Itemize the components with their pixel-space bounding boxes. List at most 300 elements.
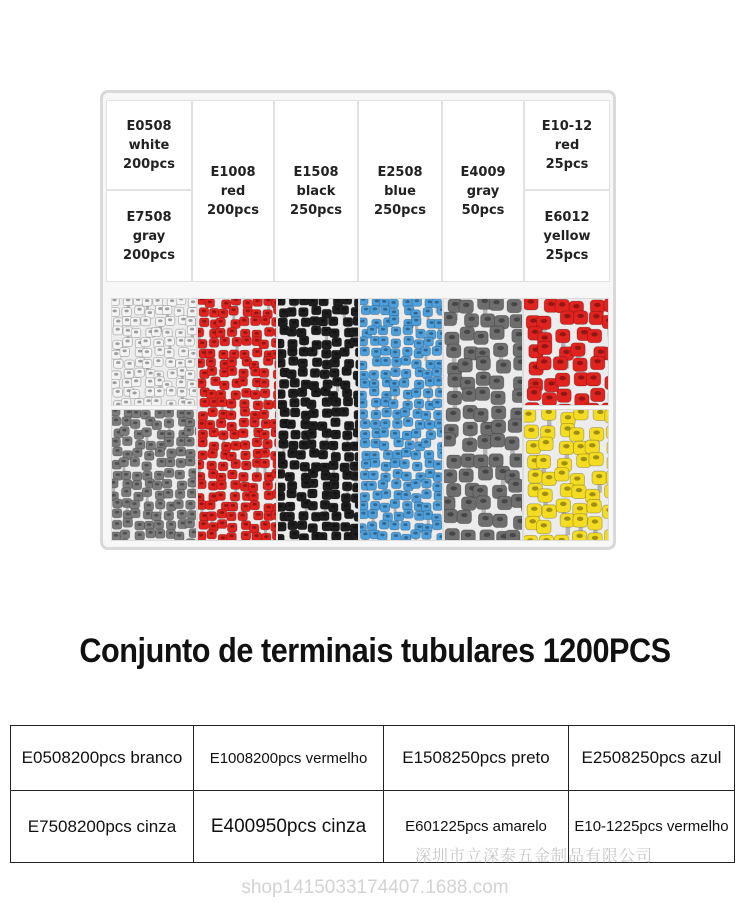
ferrule-hole — [501, 499, 507, 503]
ferrule-hole — [391, 301, 395, 304]
ferrule-hole — [528, 428, 534, 432]
ferrule-hole — [292, 321, 296, 324]
ferrule-hole — [384, 400, 388, 403]
ferrule-hole — [406, 328, 410, 331]
ferrule-hole — [407, 308, 411, 311]
ferrule-hole — [436, 475, 440, 478]
ferrule-hole — [497, 346, 503, 350]
ferrule-hole — [300, 523, 304, 526]
ferrule-hole — [219, 392, 223, 395]
ferrule-hole — [201, 432, 205, 435]
compartment-darkgray — [443, 298, 523, 541]
ferrule-hole — [179, 449, 183, 452]
ferrule-hole — [334, 514, 338, 517]
ferrule-hole — [528, 299, 534, 303]
ferrule-hole — [541, 335, 547, 339]
ferrule-hole — [181, 419, 185, 422]
table-cell: E0508200pcs branco — [11, 726, 194, 791]
ferrule-hole — [262, 381, 266, 384]
ferrule-hole — [529, 519, 535, 523]
ferrule-hole — [188, 521, 192, 524]
ferrule-hole — [560, 502, 566, 506]
ferrule-hole — [266, 483, 270, 486]
ferrule-hole — [593, 314, 599, 318]
ferrule-hole — [190, 310, 194, 313]
table-cell: E10-1225pcs vermelho — [569, 791, 735, 863]
ferrule-hole — [125, 381, 129, 384]
ferrule-pile — [524, 299, 608, 405]
ferrule-hole — [372, 389, 376, 392]
ferrule-hole — [255, 380, 259, 383]
ferrule-hole — [229, 401, 233, 404]
ferrule-hole — [267, 474, 271, 477]
ferrule-hole — [154, 399, 158, 402]
ferrule-hole — [148, 531, 152, 534]
ferrule-hole — [515, 411, 521, 415]
ferrule-hole — [116, 473, 120, 476]
ferrule-hole — [301, 309, 305, 312]
ferrule-hole — [229, 413, 233, 416]
ferrule-hole — [279, 524, 283, 527]
ferrule-hole — [254, 534, 258, 537]
ferrule-hole — [188, 372, 192, 375]
ferrule-hole — [541, 319, 547, 323]
ferrule-hole — [363, 432, 367, 435]
ferrule-hole — [243, 453, 247, 456]
ferrule-hole — [222, 383, 226, 386]
ferrule-collar — [585, 403, 599, 405]
ferrule-hole — [374, 441, 378, 444]
ferrule-hole — [436, 463, 440, 466]
ferrule-hole — [325, 311, 329, 314]
ferrule-hole — [561, 392, 567, 396]
ferrule-hole — [157, 522, 161, 525]
ferrule-hole — [577, 444, 583, 448]
table-cell: E601225pcs amarelo — [384, 791, 569, 863]
ferrule-hole — [311, 423, 315, 426]
ferrule-hole — [394, 534, 398, 537]
ferrule-hole — [591, 332, 597, 336]
ferrule-hole — [138, 442, 142, 445]
ferrule-hole — [480, 359, 486, 363]
ferrule-hole — [563, 350, 569, 354]
ferrule-hole — [281, 461, 285, 464]
ferrule-hole — [211, 410, 215, 413]
ferrule-hole — [405, 349, 409, 352]
ferrule-hole — [230, 330, 234, 333]
ferrule-hole — [373, 307, 377, 310]
ferrule-hole — [288, 474, 292, 477]
ferrule-hole — [468, 317, 474, 321]
ferrule-hole — [299, 330, 303, 333]
ferrule-hole — [242, 420, 246, 423]
ferrule-hole — [363, 532, 367, 535]
ferrule-collar — [274, 328, 276, 337]
ferrule-hole — [231, 308, 235, 311]
ferrule-hole — [304, 320, 308, 323]
ferrule-hole — [417, 401, 421, 404]
ferrule-hole — [372, 382, 376, 385]
ferrule-hole — [393, 389, 397, 392]
ferrule-hole — [114, 534, 118, 537]
ferrule-hole — [255, 460, 259, 463]
box-label-e10-12: E10-12 red 25pcs — [524, 100, 610, 190]
ferrule-collar — [355, 420, 358, 429]
ferrule-hole — [381, 328, 385, 331]
ferrule-hole — [564, 516, 570, 520]
ferrule-hole — [301, 361, 305, 364]
ferrule-hole — [559, 302, 565, 306]
compartment-gray — [111, 409, 197, 541]
ferrule-hole — [464, 380, 470, 384]
ferrule-hole — [417, 504, 421, 507]
ferrule-hole — [405, 403, 409, 406]
ferrule-hole — [165, 383, 169, 386]
ferrule-hole — [282, 310, 286, 313]
ferrule-hole — [169, 451, 173, 454]
ferrule-hole — [370, 328, 374, 331]
ferrule-hole — [241, 379, 245, 382]
ferrule-hole — [160, 432, 164, 435]
ferrule-collar — [605, 376, 608, 390]
ferrule-hole — [288, 504, 292, 507]
ferrule-hole — [314, 308, 318, 311]
ferrule-hole — [593, 430, 599, 434]
ferrule-hole — [253, 369, 257, 372]
ferrule-hole — [262, 342, 266, 345]
ferrule-collar — [605, 347, 608, 361]
ferrule-hole — [345, 444, 349, 447]
ferrule-hole — [169, 532, 173, 535]
ferrule-hole — [125, 500, 129, 503]
ferrule-hole — [138, 360, 142, 363]
ferrule-hole — [293, 432, 297, 435]
ferrule-hole — [413, 481, 417, 484]
ferrule-hole — [579, 396, 585, 400]
ferrule-hole — [576, 534, 582, 538]
ferrule-hole — [212, 340, 216, 343]
ferrule-hole — [200, 341, 204, 344]
ferrule-hole — [577, 361, 583, 365]
ferrule-hole — [282, 381, 286, 384]
ferrule-collar — [273, 489, 276, 498]
ferrule-hole — [303, 464, 307, 467]
ferrule-hole — [509, 473, 515, 477]
ferrule-hole — [115, 342, 119, 345]
ferrule-hole — [127, 362, 131, 365]
ferrule-hole — [406, 484, 410, 487]
ferrule-hole — [278, 471, 282, 474]
ferrule-hole — [564, 486, 570, 490]
ferrule-hole — [299, 494, 303, 497]
ferrule-hole — [281, 433, 285, 436]
ferrule-hole — [220, 511, 224, 514]
ferrule-hole — [593, 455, 599, 459]
ferrule-hole — [124, 419, 128, 422]
ferrule-hole — [402, 380, 406, 383]
ferrule-hole — [466, 441, 472, 445]
box-label-e7508: E7508 gray 200pcs — [106, 190, 192, 282]
ferrule-hole — [332, 370, 336, 373]
ferrule-hole — [192, 531, 196, 534]
ferrule-hole — [354, 495, 358, 498]
ferrule-hole — [559, 470, 565, 474]
ferrule-hole — [114, 352, 118, 355]
ferrule-hole — [165, 331, 169, 334]
box-label-e2508: E2508 blue 250pcs — [358, 100, 442, 282]
ferrule-hole — [267, 513, 271, 516]
ferrule-hole — [311, 471, 315, 474]
ferrule-hole — [334, 352, 338, 355]
ferrule-hole — [391, 401, 395, 404]
ferrule-hole — [241, 431, 245, 434]
ferrule-hole — [115, 501, 119, 504]
ferrule-hole — [463, 472, 469, 476]
ferrule-hole — [525, 412, 531, 416]
ferrule-hole — [345, 433, 349, 436]
ferrule-collar — [602, 505, 608, 519]
ferrule-hole — [353, 526, 357, 529]
ferrule-hole — [146, 512, 150, 515]
ferrule-hole — [332, 331, 336, 334]
ferrule-hole — [467, 425, 473, 429]
ferrule-hole — [278, 485, 282, 488]
ferrule-hole — [312, 318, 316, 321]
ferrule-hole — [190, 480, 194, 483]
ferrule-hole — [394, 341, 398, 344]
ferrule-hole — [592, 519, 598, 523]
ferrule-hole — [344, 504, 348, 507]
ferrule-hole — [546, 395, 552, 399]
ferrule-hole — [180, 483, 184, 486]
ferrule-hole — [244, 463, 248, 466]
ferrule-hole — [123, 532, 127, 535]
ferrule-hole — [346, 399, 350, 402]
ferrule-hole — [211, 524, 215, 527]
ferrule-hole — [292, 400, 296, 403]
ferrule-hole — [546, 475, 552, 479]
ferrule-hole — [230, 525, 234, 528]
ferrule-hole — [241, 474, 245, 477]
ferrule-hole — [125, 318, 129, 321]
ferrule-hole — [278, 494, 282, 497]
ferrule-hole — [510, 533, 516, 537]
ferrule-hole — [465, 533, 471, 537]
ferrule-hole — [235, 339, 239, 342]
ferrule-hole — [397, 492, 401, 495]
ferrule-hole — [424, 413, 428, 416]
ferrule-hole — [315, 342, 319, 345]
ferrule-hole — [463, 303, 469, 307]
box-label-e1008: E1008 red 200pcs — [192, 100, 274, 282]
ferrule-hole — [303, 422, 307, 425]
ferrule-hole — [346, 319, 350, 322]
ferrule-pile — [112, 410, 196, 540]
ferrule-hole — [322, 443, 326, 446]
ferrule-hole — [312, 383, 316, 386]
table-cell: E7508200pcs cinza — [11, 791, 194, 863]
ferrule-hole — [395, 421, 399, 424]
ferrule-hole — [574, 476, 580, 480]
ferrule-hole — [208, 503, 212, 506]
ferrule-hole — [190, 382, 194, 385]
ferrule-hole — [137, 370, 141, 373]
ferrule-hole — [116, 361, 120, 364]
ferrule-hole — [406, 392, 410, 395]
ferrule-hole — [167, 440, 171, 443]
ferrule-hole — [513, 482, 519, 486]
ferrule-hole — [293, 380, 297, 383]
ferrule-hole — [242, 352, 246, 355]
ferrule-pile — [524, 410, 608, 540]
ferrule-hole — [202, 400, 206, 403]
ferrule-hole — [177, 309, 181, 312]
ferrule-collar — [195, 427, 196, 436]
ferrule-hole — [267, 353, 271, 356]
ferrule-hole — [244, 390, 248, 393]
ferrule-hole — [309, 402, 313, 405]
ferrule-hole — [302, 535, 306, 538]
ferrule-hole — [156, 359, 160, 362]
ferrule-hole — [149, 443, 153, 446]
ferrule-hole — [234, 461, 238, 464]
ferrule-hole — [145, 299, 149, 302]
ferrule-hole — [202, 310, 206, 313]
ferrule-hole — [145, 490, 149, 493]
ferrule-hole — [417, 513, 421, 516]
ferrule-hole — [336, 299, 340, 302]
ferrule-hole — [113, 309, 117, 312]
ferrule-hole — [375, 299, 379, 302]
ferrule-hole — [380, 533, 384, 536]
ferrule-hole — [158, 493, 162, 496]
ferrule-hole — [262, 412, 266, 415]
ferrule-hole — [345, 484, 349, 487]
ferrule-hole — [263, 318, 267, 321]
watermark-url: shop1415033174407.1688.com — [241, 877, 509, 898]
ferrule-hole — [133, 511, 137, 514]
ferrule-hole — [414, 431, 418, 434]
ferrule-hole — [242, 319, 246, 322]
ferrule-hole — [334, 400, 338, 403]
ferrule-hole — [395, 412, 399, 415]
ferrule-hole — [465, 457, 471, 461]
ferrule-hole — [385, 380, 389, 383]
ferrule-hole — [148, 311, 152, 314]
ferrule-hole — [477, 488, 483, 492]
ferrule-hole — [124, 401, 128, 404]
ferrule-hole — [310, 349, 314, 352]
ferrule-hole — [449, 335, 455, 339]
ferrule-hole — [514, 457, 520, 461]
ferrule-hole — [577, 314, 583, 318]
ferrule-hole — [262, 432, 266, 435]
ferrule-hole — [347, 512, 351, 515]
ferrule-hole — [418, 370, 422, 373]
ferrule-hole — [325, 382, 329, 385]
ferrule-hole — [125, 482, 129, 485]
ferrule-hole — [169, 523, 173, 526]
ferrule-hole — [384, 348, 388, 351]
ferrule-hole — [573, 304, 579, 308]
ferrule-hole — [384, 410, 388, 413]
ferrule-hole — [232, 352, 236, 355]
ferrule-hole — [136, 494, 140, 497]
ferrule-hole — [324, 473, 328, 476]
ferrule-hole — [144, 430, 148, 433]
ferrule-hole — [407, 338, 411, 341]
ferrule-hole — [278, 391, 282, 394]
ferrule-hole — [540, 458, 546, 462]
ferrule-hole — [393, 461, 397, 464]
ferrule-hole — [166, 491, 170, 494]
ferrule-hole — [374, 400, 378, 403]
ferrule-hole — [418, 422, 422, 425]
ferrule-hole — [115, 522, 119, 525]
ferrule-collar — [273, 460, 276, 469]
ferrule-hole — [246, 301, 250, 304]
ferrule-hole — [157, 379, 161, 382]
ferrule-hole — [462, 361, 468, 365]
ferrule-hole — [134, 411, 138, 414]
ferrule-hole — [211, 495, 215, 498]
table-cell: E1508250pcs preto — [384, 726, 569, 791]
ferrule-collar — [557, 404, 571, 405]
ferrule-hole — [190, 328, 194, 331]
ferrule-collar — [273, 400, 276, 409]
ferrule-hole — [122, 349, 126, 352]
ferrule-collar — [272, 531, 276, 540]
ferrule-hole — [133, 319, 137, 322]
compartment-blue — [359, 298, 443, 541]
ferrule-hole — [255, 350, 259, 353]
ferrule-hole — [176, 502, 180, 505]
ferrule-hole — [187, 401, 191, 404]
ferrule-hole — [266, 506, 270, 509]
ferrule-hole — [280, 402, 284, 405]
ferrule-hole — [493, 457, 499, 461]
ferrule-hole — [466, 391, 472, 395]
ferrule-hole — [342, 349, 346, 352]
ferrule-hole — [304, 475, 308, 478]
ferrule-hole — [435, 301, 439, 304]
ferrule-hole — [581, 457, 587, 461]
ferrule-hole — [343, 465, 347, 468]
ferrule-pile — [198, 299, 276, 540]
ferrule-collar — [275, 438, 276, 447]
ferrule-hole — [597, 410, 603, 414]
ferrule-hole — [191, 471, 195, 474]
ferrule-hole — [333, 360, 337, 363]
ferrule-hole — [290, 483, 294, 486]
ferrule-hole — [452, 302, 458, 306]
ferrule-hole — [208, 422, 212, 425]
ferrule-hole — [244, 338, 248, 341]
ferrule-hole — [417, 342, 421, 345]
ferrule-hole — [125, 439, 129, 442]
ferrule-hole — [373, 338, 377, 341]
ferrule-collar — [356, 377, 358, 386]
ferrule-hole — [200, 453, 204, 456]
ferrule-hole — [494, 436, 500, 440]
ferrule-hole — [418, 475, 422, 478]
ferrule-hole — [589, 443, 595, 447]
ferrule-hole — [478, 334, 484, 338]
compartment-black — [277, 298, 359, 541]
ferrule-hole — [289, 309, 293, 312]
ferrule-hole — [363, 494, 367, 497]
ferrule-hole — [335, 340, 339, 343]
